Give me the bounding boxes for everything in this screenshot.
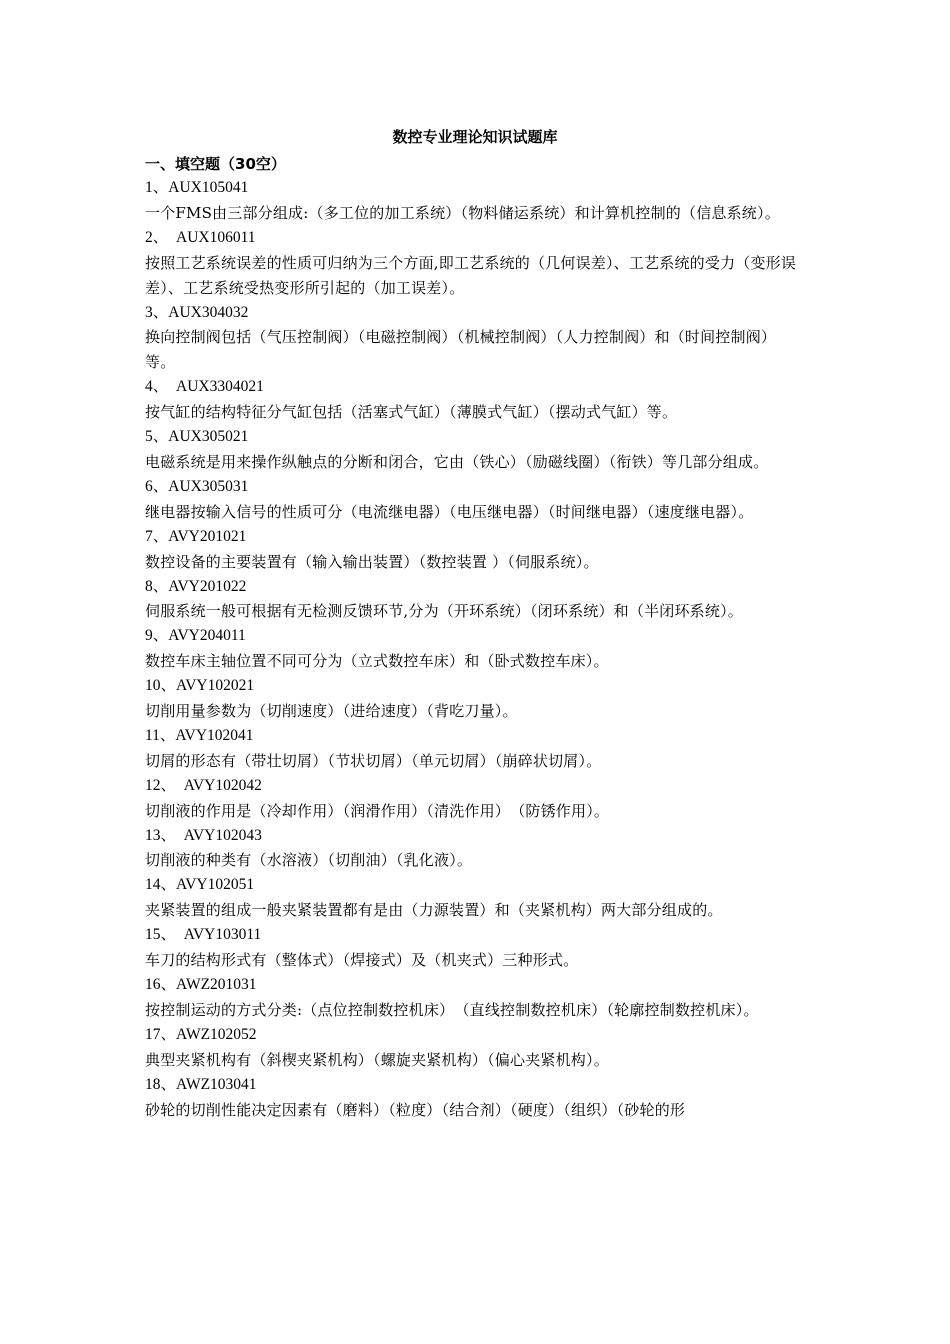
question-code: 6、AUX305031 [145,477,249,495]
question-code: 17、AWZ102052 [145,1025,257,1043]
question-code: 15、 AVY103011 [145,926,262,944]
question-text: 切削液的种类有（水溶液）（切削油）（乳化液）。 [145,851,473,870]
question-code: 16、AWZ201031 [145,976,257,993]
question-code: 12、 AVY102042 [145,776,262,794]
question-code: 13、 AVY102043 [145,826,262,844]
question-text: 按气缸的结构特征分气缸包括（活塞式气缸）（薄膜式气缸）（摆动式气缸）等。 [145,403,678,422]
question-text: 切削用量参数为（切削速度）（进给速度）（背吃刀量）。 [145,702,518,721]
question-text: 夹紧装置的组成一般夹紧装置都有是由（力源装置）和（夹紧机构）两大部分组成的。 [145,901,723,920]
question-text: 一个FMS由三部分组成:（多工位的加工系统）（物料储运系统）和计算机控制的（信息系统）。 [145,203,780,222]
question-text: 继电器按输入信号的性质可分（电流继电器）（电压继电器）（时间继电器）（速度继电器）。 [145,502,754,521]
question-text: 电磁系统是用来操作纵触点的分断和闭合，它由（铁心）（励磁线圈）（衔铁）等几部分组成。 [145,452,769,471]
question-code: 1、AUX105041 [145,179,249,196]
question-code: 10、AVY102021 [145,677,255,695]
question-text: 砂轮的切削性能决定因素有（磨料）（粒度）（结合剂）（硬度）（组织）（砂轮的形 [145,1100,686,1119]
question-code: 11、AVY102041 [145,726,254,744]
question-text: 典型夹紧机构有（斜楔夹紧机构）（螺旋夹紧机构）（偏心夹紧机构）。 [145,1050,609,1069]
question-text: 按控制运动的方式分类:（点位控制数控机床） （直线控制数控机床）（轮廓控制数控机床）。 [145,1000,759,1019]
question-code: 2、 AUX106011 [145,228,256,246]
question-text: 车刀的结构形式有（整体式）（焊接式）及（机夹式）三种形式。 [145,951,579,970]
question-code: 7、AVY201021 [145,527,247,545]
question-text: 切削液的作用是（冷却作用）（润滑作用）（清洗作用） （防锈作用）。 [145,801,610,820]
question-text: 换向控制阀包括（气压控制阀）（电磁控制阀）（机械控制阀）（人力控制阀）和（时间控制阀）等。 [145,328,777,372]
question-text: 切屑的形态有（带壮切屑）（节状切屑）（单元切屑）（崩碎状切屑）。 [145,751,602,770]
question-code: 3、AUX304032 [145,303,249,321]
section-heading: 一、填空题（30空） [145,155,286,173]
question-code: 14、AVY102051 [145,876,255,894]
question-code: 8、AVY201022 [145,577,247,595]
question-code: 9、AVY204011 [145,627,246,645]
question-text: 按照工艺系统误差的性质可归纳为三个方面,即工艺系统的（几何误差）、工艺系统的受力（变形误差）、工艺系统受热变形所引起的（加工误差）。 [145,253,797,297]
question-text: 数控车床主轴位置不同可分为（立式数控车床）和（卧式数控车床）。 [145,652,609,671]
question-code: 5、AUX305021 [145,428,249,446]
question-code: 4、 AUX3304021 [145,378,264,396]
question-code: 18、AWZ103041 [145,1075,257,1093]
document-title: 数控专业理论知识试题库 [392,128,558,146]
question-text: 数控设备的主要装置有（输入输出装置）（数控装置 ）（伺服系统）。 [145,552,599,571]
question-text: 伺服系统一般可根据有无检测反馈环节,分为（开环系统）（闭环系统）和（半闭环系统）。 [145,602,743,621]
document-body [145,124,825,1122]
